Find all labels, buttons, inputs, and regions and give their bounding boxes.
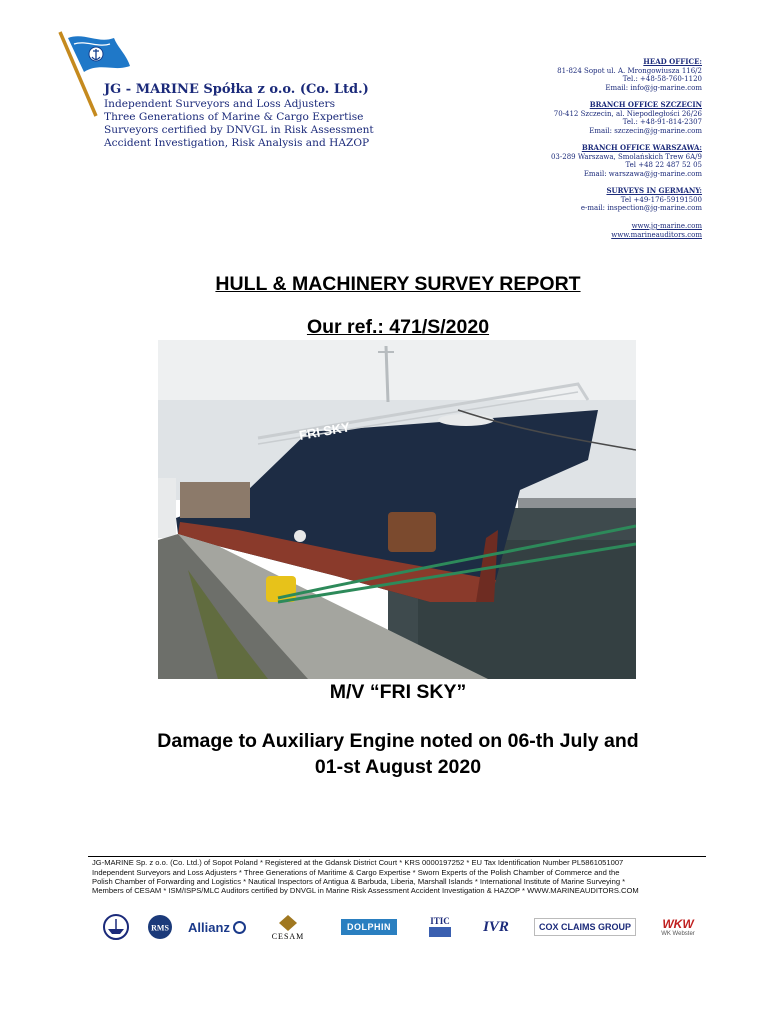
footer-divider xyxy=(88,856,706,857)
cox-claims-logo-text: COX CLAIMS GROUP xyxy=(534,918,636,936)
damage-line: Damage to Auxiliary Engine noted on 06-th July and xyxy=(157,730,639,752)
germany-heading: SURVEYS IN GERMANY: xyxy=(606,186,702,195)
damage-line: 01-st August 2020 xyxy=(314,756,482,778)
report-reference: Our ref.: 471/S/2020 xyxy=(306,316,490,338)
branch-warszawa-heading: BRANCH OFFICE WARSZAWA: xyxy=(581,143,702,152)
cesam-logo-text: CESAM xyxy=(271,931,305,941)
tagline-line: Independent Surveyors and Loss Adjusters xyxy=(104,98,336,110)
branch-warszawa-block xyxy=(551,144,702,178)
branch-warszawa-email[interactable]: Email: warszawa@jg-marine.com xyxy=(583,169,702,178)
website-link[interactable]: www.jg-marine.com xyxy=(631,222,702,230)
ivr-logo xyxy=(472,912,520,942)
head-office-block xyxy=(557,58,702,92)
website-link[interactable]: www.marineauditors.com xyxy=(611,230,702,239)
footer-line: Independent Surveyors and Loss Adjusters * Three Generations of Maritime & Cargo Expertise * Sworn Experts of the Polish Chamber of Commerce and the xyxy=(92,868,620,877)
footer-line: Polish Chamber of Forwarding and Logistics * Nautical Inspectors of Antigua & Barbuda, Liberia, Marshall Islands * International Institute of Marine Surveying * xyxy=(92,877,626,886)
vessel-photo xyxy=(158,340,636,679)
wk-webster-logo xyxy=(652,912,704,942)
branch-szczecin-heading: BRANCH OFFICE SZCZECIN xyxy=(589,100,702,109)
head-office-tel: Tel.: +48-58-760-1120 xyxy=(622,75,702,84)
germany-block xyxy=(581,187,702,213)
branch-warszawa-address: 03-289 Warszawa, Smolańskich Trew 6A/9 xyxy=(550,152,702,161)
report-title: HULL & MACHINERY SURVEY REPORT xyxy=(215,273,581,295)
rms-logo xyxy=(144,912,176,942)
company-name: JG - MARINE Spółka z o.o. (Co. Ltd.) xyxy=(104,82,369,97)
germany-email[interactable]: e-mail: inspection@jg-marine.com xyxy=(580,204,702,213)
ivr-logo-text: IVR xyxy=(483,918,509,935)
head-office-address: 81-824 Sopot ul. A. Mrongowiusza 116/2 xyxy=(557,66,702,75)
tagline-line: Surveyors certified by DNVGL in Risk Assessment xyxy=(104,124,374,136)
itic-logo-text: ITIC xyxy=(430,916,450,926)
vessel-name: M/V “FRI SKY” xyxy=(329,681,467,703)
head-office-email[interactable]: Email: info@jg-marine.com xyxy=(605,83,702,92)
footer-line: JG-MARINE Sp. z o.o. (Co. Ltd.) of Sopot Poland * Registered at the Gdansk District Court * KRS 0000197252 * EU Tax Identification Number PL5861051007 xyxy=(92,858,624,867)
branch-szczecin-tel: Tel.: +48-91-814-2307 xyxy=(622,118,702,127)
tagline-line: Three Generations of Marine & Cargo Expertise xyxy=(104,111,364,123)
tagline-line: Accident Investigation, Risk Analysis and HAZOP xyxy=(104,137,370,149)
branch-szczecin-block xyxy=(554,101,702,135)
branch-szczecin-email[interactable]: Email: szczecin@jg-marine.com xyxy=(589,126,702,135)
wk-webster-logo-text: WK Webster xyxy=(661,931,695,937)
allianz-logo xyxy=(184,912,250,942)
footer-line: Members of CESAM * ISM/ISPS/MLC Auditors certified by DNVGL in Marine Risk Assessment Accident Investigation & HAZOP * WWW.MARINEAUDITORS.COM xyxy=(92,886,639,895)
branch-warszawa-tel: Tel +48 22 487 52 05 xyxy=(625,161,702,170)
cesam-logo xyxy=(260,912,316,942)
ship-emblem-logo xyxy=(100,912,132,942)
allianz-logo-text: Allianz xyxy=(188,919,230,935)
germany-tel: Tel +49-176-59191500 xyxy=(620,195,702,204)
websites-block xyxy=(611,222,702,239)
damage-description xyxy=(60,728,736,780)
allianz-eagle-icon xyxy=(233,921,246,934)
dolphin-logo-text: DOLPHIN xyxy=(341,919,397,935)
itic-logo xyxy=(424,912,456,942)
hull-name-text: FRI SKY xyxy=(297,419,352,443)
head-office-heading: HEAD OFFICE: xyxy=(643,57,702,66)
cox-claims-logo xyxy=(532,912,638,942)
wkw-logo-text: WKW xyxy=(662,917,694,931)
rms-logo-text: RMS xyxy=(151,923,169,933)
branch-szczecin-address: 70-412 Szczecin, al. Niepodległości 26/26 xyxy=(553,109,702,118)
dolphin-logo xyxy=(333,912,405,942)
